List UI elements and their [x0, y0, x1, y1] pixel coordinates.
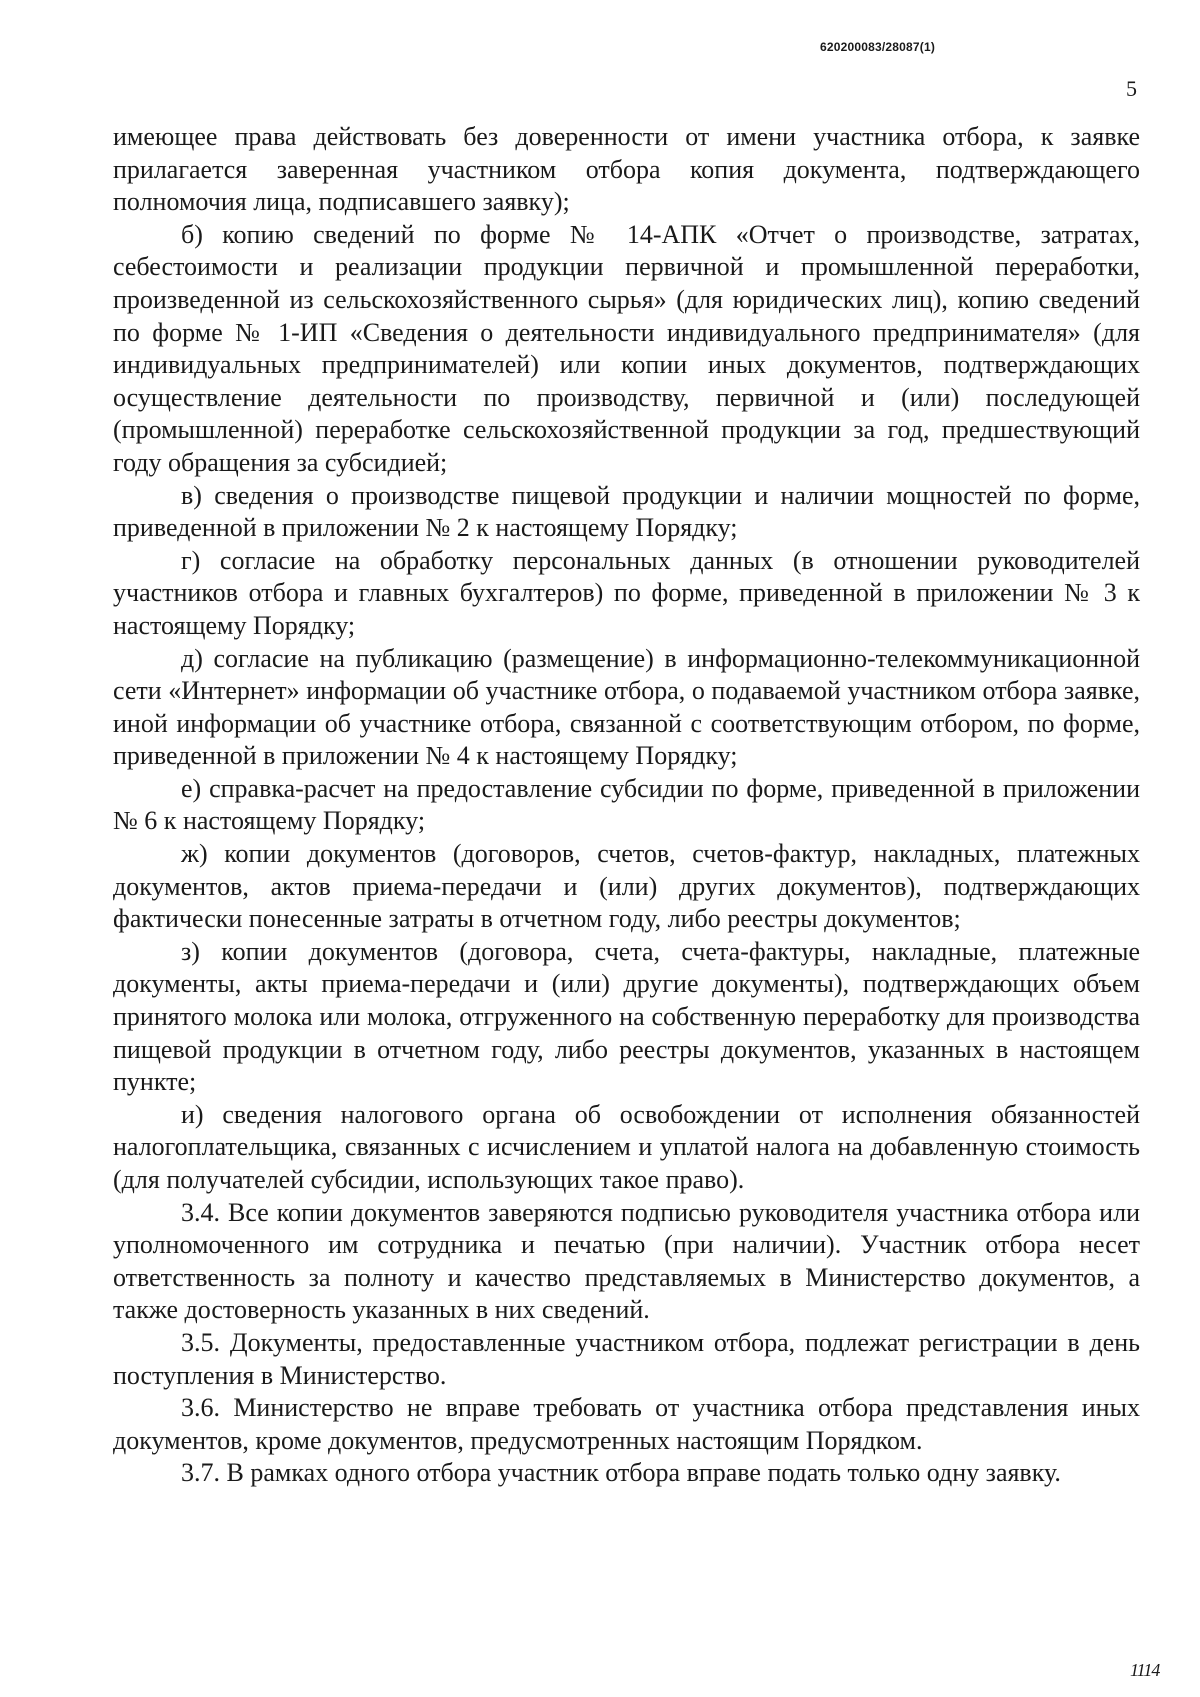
paragraph-continuation: имеющее права действовать без доверенности от имени участника отбора, к заявке прилагается заверенная участником отбора копия документа, подтверждающего полномочия лица, подписавшего заявку); — [113, 122, 1140, 217]
paragraph-item-zh: ж) копии документов (договоров, счетов, счетов-фактур, накладных, платежных документов, актов приема-передачи и (или) других документов), подтверждающих фактически понесенные затраты в отчетном году, либо реестры документов; — [113, 839, 1140, 934]
paragraph-3-6: 3.6. Министерство не вправе требовать от участника отбора представления иных документов, кроме документов, предусмотренных настоящим Порядком. — [113, 1393, 1140, 1455]
paragraph-item-i: и) сведения налогового органа об освобождении от исполнения обязанностей налогоплательщика, связанных с исчислением и уплатой налога на добавленную стоимость (для получателей субсидии, использующих такое право). — [113, 1099, 1140, 1194]
paragraph-item-v: в) сведения о производстве пищевой продукции и наличии мощностей по форме, приведенной в приложении № 2 к настоящему Порядку; — [113, 480, 1140, 543]
page-number: 5 — [1126, 76, 1137, 101]
paragraph-3-7: 3.7. В рамках одного отбора участник отбора вправе подать только одну заявку. — [181, 1458, 1061, 1488]
paragraph-3-5: 3.5. Документы, предоставленные участником отбора, подлежат регистрации в день поступления в Министерство. — [113, 1327, 1140, 1390]
document-body — [113, 121, 1140, 1490]
paragraph-item-g: г) согласие на обработку персональных данных (в отношении руководителей участников отбора и главных бухгалтеров) по форме, приведенной в приложении № 3 к настоящему Порядку; — [113, 545, 1140, 640]
paragraph-item-e: е) справка-расчет на предоставление субсидии по форме, приведенной в приложении № 6 к настоящему Порядку; — [113, 773, 1140, 836]
paragraph-item-d: д) согласие на публикацию (размещение) в информационно-телекоммуникационной сети «Интернет» информации об участнике отбора, о подаваемой участником отбора заявке, иной информации об участнике отбора, связанной с соответствующим отбором, по форме, приведенной в приложении № 4 к настоящему Порядку; — [113, 643, 1140, 771]
paragraph-item-z: з) копии документов (договора, счета, счета-фактуры, накладные, платежные документы, акты приема-передачи и (или) другие документы), подтверждающих объем принятого молока или молока, отгруженного на собственную переработку для производства пищевой продукции в отчетном году, либо реестры документов, указанных в настоящем пункте; — [113, 936, 1140, 1097]
paragraph-3-4: 3.4. Все копии документов заверяются подписью руководителя участника отбора или уполномоченного им сотрудника и печатью (при наличии). Участник отбора несет ответственность за полноту и качество представляемых в Министерство документов, а также достоверность указанных в них сведений. — [113, 1197, 1140, 1325]
document-id: 620200083/28087(1) — [820, 40, 936, 54]
paragraph-item-b: б) копию сведений по форме № 14-АПК «Отчет о производстве, затратах, себестоимости и реализации продукции первичной и промышленной переработки, произведенной из сельскохозяйственного сырья» (для юридических лиц), копию сведений по форме № 1-ИП «Сведения о деятельности индивидуального предпринимателя» (для индивидуальных предпринимателей) или копии иных документов, подтверждающих осуществление деятельности по производству, первичной и (или) последующей (промышленной) переработке сельскохозяйственной продукции за год, предшествующий году обращения за субсидией; — [113, 219, 1140, 477]
handwritten-mark: 1114 — [1130, 1660, 1160, 1680]
